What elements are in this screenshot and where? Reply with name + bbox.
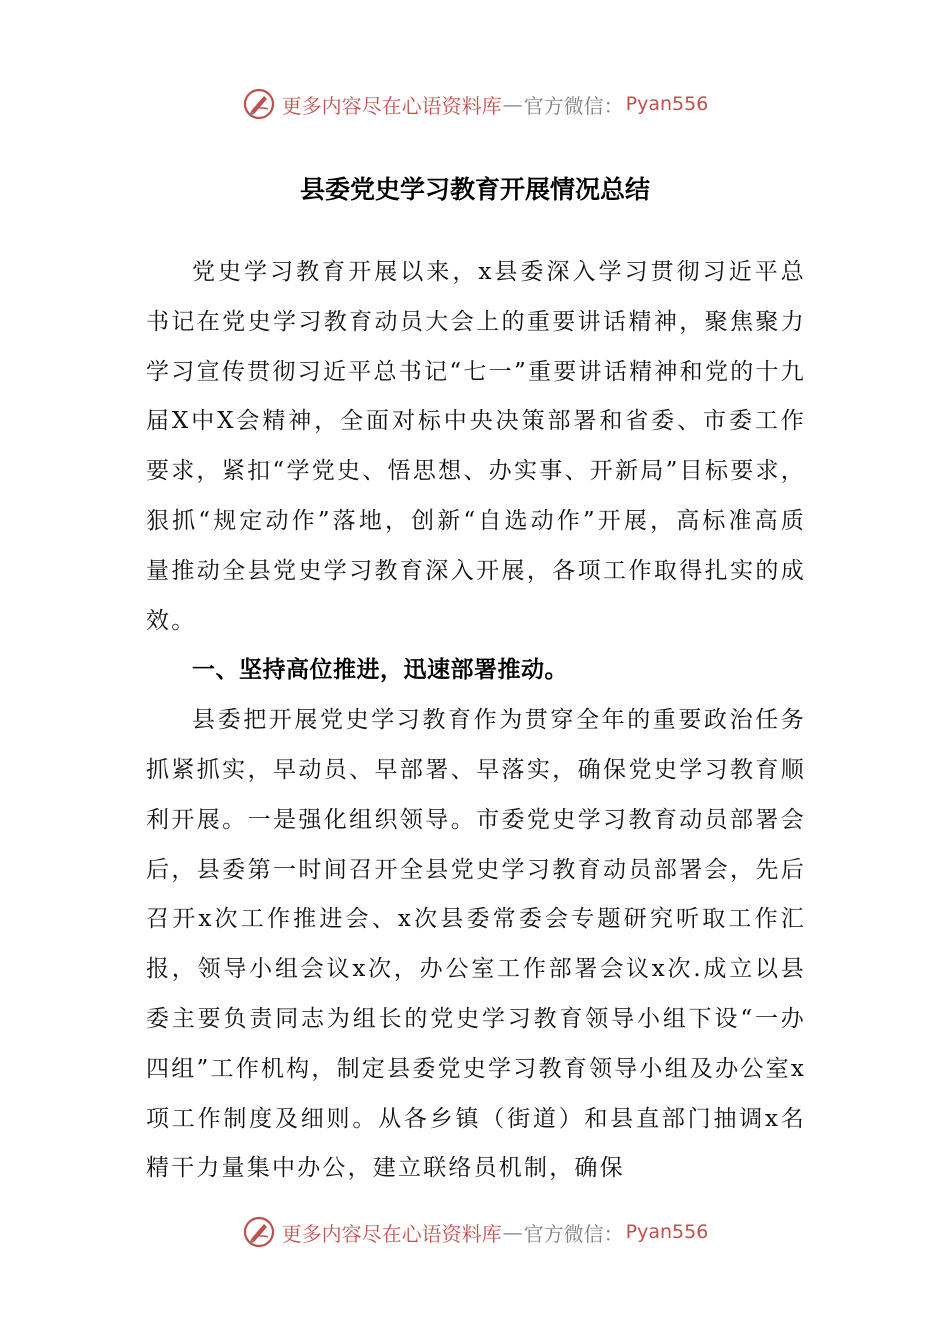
footer-watermark <box>0 1212 950 1252</box>
intro-paragraph: 党史学习教育开展以来，x县委深入学习贯彻习近平总书记在党史学习教育动员大会上的重要讲话精神，聚焦聚力学习宣传贯彻习近平总书记“七一”重要讲话精神和党的十九届X中X会精神，全面对标中央决策部署和省委、市委工作要求，紧扣“学党史、悟思想、办实事、开新局”目标要求，狠抓“规定动作”落地，创新“自选动作”开展，高标准高质量推动全县党史学习教育深入开展，各项工作取得扎实的成效。 <box>146 259 806 634</box>
watermark-text: 更多内容尽在心语资料库 <box>281 1221 502 1246</box>
watermark-wechat-id: Pyan556 <box>625 93 709 115</box>
section-1-heading: 一、坚持高位推进，迅速部署推动。 <box>192 657 568 684</box>
watermark-text: 更多内容尽在心语资料库 <box>281 93 502 118</box>
watermark-wechat-id: Pyan556 <box>625 1221 709 1243</box>
section-1-paragraph: 县委把开展党史学习教育作为贯穿全年的重要政治任务抓紧抓实，早动员、早部署、早落实，确保党史学习教育顺利开展。一是强化组织领导。市委党史学习教育动员部署会后，县委第一时间召开全县党史学习教育动员部署会，先后召开x次工作推进会、x次县委常委会专题研究听取工作汇报，领导小组会议x次，办公室工作部署会议x次.成立以县委主要负责同志为组长的党史学习教育领导小组下设“一办四组”工作机构，制定县委党史学习教育领导小组及办公室x项工作制度及细则。从各乡镇（街道）和县直部门抽调x名精干力量集中办公，建立联络员机制，确保 <box>146 707 806 1182</box>
watermark-label: 官方微信： <box>523 93 624 118</box>
document-title: 县委党史学习教育开展情况总结 <box>299 175 650 204</box>
pen-logo-icon <box>242 1215 276 1249</box>
watermark-dash: — <box>502 92 523 116</box>
header-watermark <box>0 84 950 124</box>
pen-logo-icon <box>242 87 276 121</box>
document-body <box>146 248 806 1194</box>
watermark-dash: — <box>502 1220 523 1244</box>
watermark-label: 官方微信： <box>523 1221 624 1246</box>
